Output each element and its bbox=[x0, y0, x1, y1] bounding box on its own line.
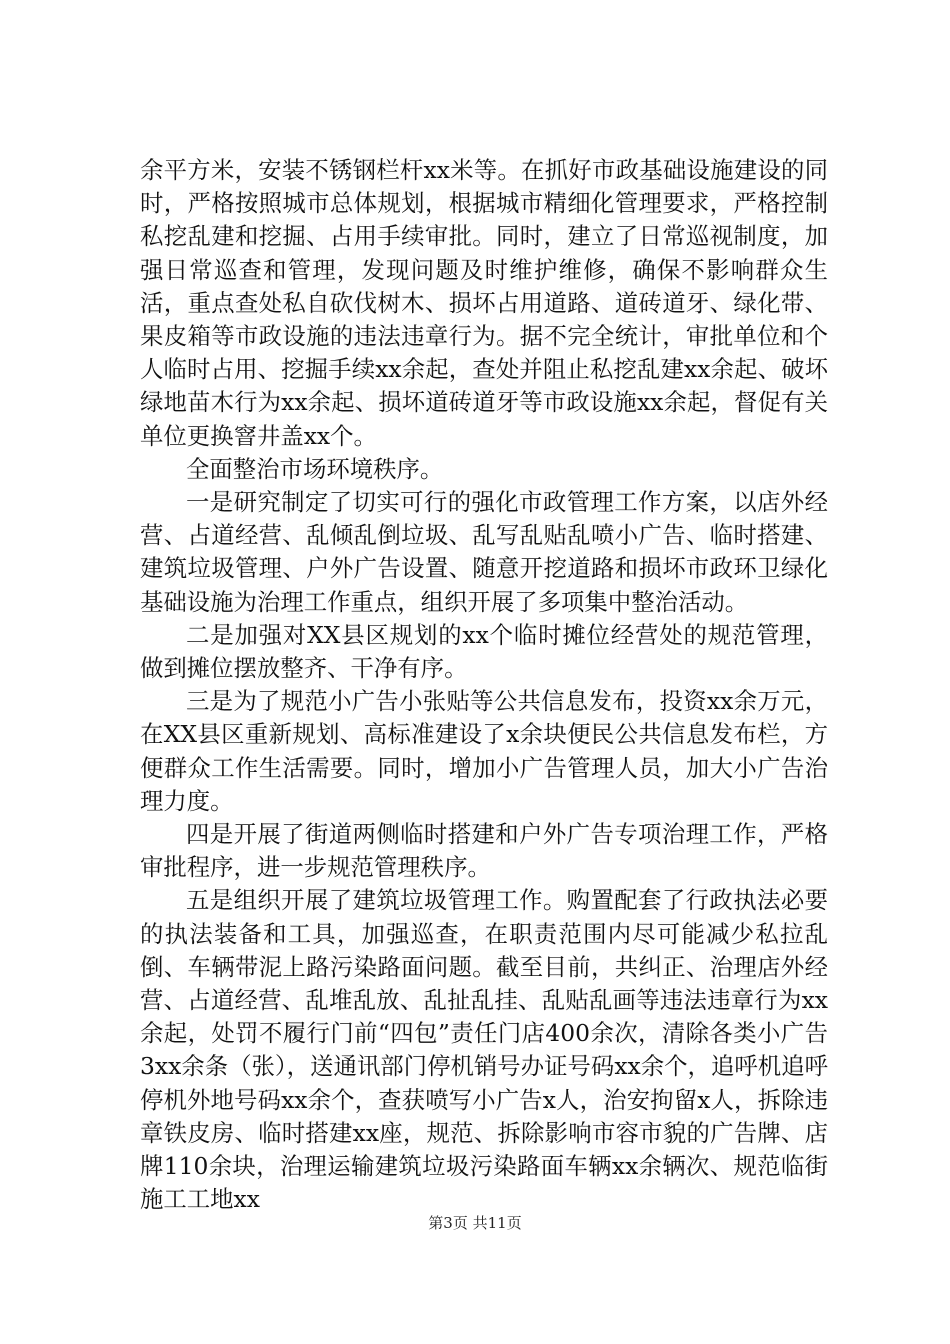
paragraph-item-4: 四是开展了街道两侧临时搭建和户外广告专项治理工作，严格审批程序，进一步规范管理秩序。 bbox=[140, 820, 828, 882]
section-heading: 全面整治市场环境秩序。 bbox=[186, 454, 444, 483]
paragraph-item-2: 二是加强对XX县区规划的xx个临时摊位经营处的规范管理，做到摊位摆放整齐、干净有序。 bbox=[140, 620, 828, 683]
paragraph-item-3: 三是为了规范小广告小张贴等公共信息发布，投资xx余万元，在XX县区重新规划、高标准建设了x余块便民公共信息发布栏，方便群众工作生活需要。同时，增加小广告管理人员，加大小广告治理力度。 bbox=[140, 687, 828, 815]
paragraph-continuation: 余平方米，安装不锈钢栏杆xx米等。在抓好市政基础设施建设的同时，严格按照城市总体规划，根据城市精细化管理要求，严格控制私挖乱建和挖掘、占用手续审批。同时，建立了日常巡视制度，加强日常巡查和管理，发现问题及时维护维修，确保不影响群众生活，重点查处私自砍伐树木、损坏占用道路、道砖道牙、绿化带、果皮箱等市政设施的违法违章行为。据不完全统计，审批单位和个人临时占用、挖掘手续xx余起，查处并阻止私挖乱建xx余起、破坏绿地苗木行为xx余起、损坏道砖道牙等市政设施xx余起，督促有关单位更换窨井盖xx个。 bbox=[140, 156, 828, 450]
paragraph-item-1: 一是研究制定了切实可行的强化市政管理工作方案，以店外经营、占道经营、乱倾乱倒垃圾、乱写乱贴乱喷小广告、临时搭建、建筑垃圾管理、户外广告设置、随意开挖道路和损坏市政环卫绿化基础设施为治理工作重点，组织开展了多项集中整治活动。 bbox=[140, 488, 828, 616]
page-number: 第3页 共11页 bbox=[428, 1214, 522, 1232]
body-text bbox=[140, 154, 828, 1217]
paragraph-item-5: 五是组织开展了建筑垃圾管理工作。购置配套了行政执法必要的执法装备和工具，加强巡查，在职责范围内尽可能减少私拉乱倒、车辆带泥上路污染路面问题。截至目前，共纠正、治理店外经营、占道经营、乱堆乱放、乱扯乱挂、乱贴乱画等违法违章行为xx余起，处罚不履行门前“四包”责任门店400余次，清除各类小广告3xx余条（张），送通讯部门停机销号办证号码xx余个，追呼机追呼停机外地号码xx余个，查获喷写小广告x人，治安拘留x人，拆除违章铁皮房、临时搭建xx座，规范、拆除影响市容市貌的广告牌、店牌110余块，治理运输建筑垃圾污染路面车辆xx余辆次、规范临街施工工地xx bbox=[140, 886, 828, 1214]
